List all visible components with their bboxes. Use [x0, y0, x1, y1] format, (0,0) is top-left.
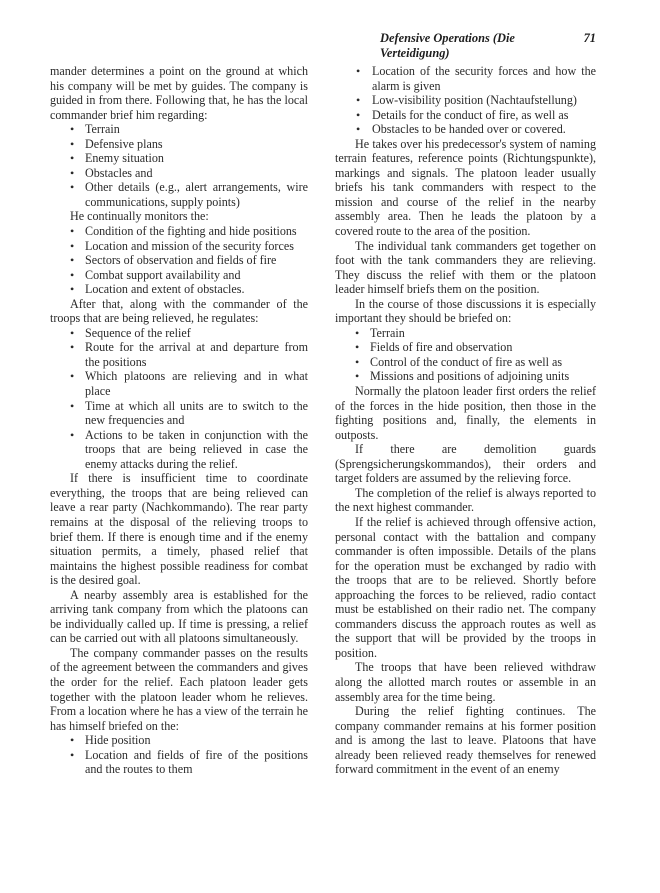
left-column	[50, 64, 308, 777]
paragraph: The completion of the relief is always reported to the next highest commander.	[335, 485, 596, 515]
list-item: • Time at which all units are to switch to the new frequencies and	[50, 399, 308, 428]
paragraph: The troops that have been relieved withdraw along the allotted march routes or assemble in an assembly area for the time being.	[335, 660, 596, 704]
page-number: 71	[583, 31, 596, 45]
list-item: • Location and mission of the security forces	[50, 239, 308, 254]
paragraph: After that, along with the commander of the troops that are being relieved, he regulates:	[50, 296, 308, 326]
bullet-list	[50, 122, 308, 209]
bullet-list	[50, 733, 308, 777]
list-item: • Other details (e.g., alert arrangements, wire communications, supply points)	[50, 180, 308, 209]
list-item: • Terrain	[335, 326, 596, 341]
list-item: • Location and fields of fire of the positions and the routes to them	[50, 748, 308, 777]
list-item: • Combat support availability and	[50, 268, 308, 283]
list-item: • Hide position	[50, 733, 308, 748]
list-item: • Location and extent of obstacles.	[50, 282, 308, 297]
right-column	[335, 64, 596, 777]
list-item: • Defensive plans	[50, 137, 308, 152]
paragraph: A nearby assembly area is established for the arriving tank company from which the platoons can be individually called up. If time is pressing, a relief can be carried out with all platoons simultaneously.	[50, 587, 308, 646]
running-title: Defensive Operations (Die Verteidigung)	[380, 31, 515, 60]
paragraph: If there is insufficient time to coordinate everything, the troops that are being relieved can leave a rear party (Nachkommando). The rear party remains at the disposal of the relieving troops to brief them. If there is enough time and if the enemy situation permits, a timely, phased relief that maintains the highest possible readiness for combat is the desired goal.	[50, 471, 308, 588]
paragraph: The company commander passes on the results of the agreement between the commanders and gives the order for the relief. Each platoon leader gets together with the platoon leader whom he relieves. From a location where he has a view of the terrain he has himself briefed on the:	[50, 645, 308, 733]
paragraph: The individual tank commanders get together on foot with the tank commanders they are relieving. They discuss the relief with them or the platoon leader himself briefs them on the position.	[335, 238, 596, 297]
paragraph: During the relief fighting continues. The company commander remains at his former position and is among the last to leave. Platoons that have already been relieved ready themselves for renewed forward commitment in the event of an enemy	[335, 704, 596, 777]
paragraph: He takes over his predecessor's system of naming terrain features, reference points (Richtungspunkte), markings and signals. The platoon leader usually briefs his tank commanders with respect to the mission and course of the relief in the nearby assembly area. Then he leads the platoon by a covered route to the area of the position.	[335, 136, 596, 239]
bullet-list	[50, 326, 308, 471]
bullet-list	[335, 64, 596, 137]
running-header	[380, 31, 596, 61]
list-item: • Route for the arrival at and departure from the positions	[50, 340, 308, 369]
list-item: • Details for the conduct of fire, as well as	[335, 108, 596, 123]
list-item: • Obstacles and	[50, 166, 308, 181]
paragraph: mander determines a point on the ground at which his company will be met by guides. The company is guided in from there. Following that, he has the local commander brief him regarding:	[50, 64, 308, 122]
list-item: • Low-visibility position (Nachtaufstellung)	[335, 93, 596, 108]
bullet-list	[50, 224, 308, 297]
list-item: • Which platoons are relieving and in what place	[50, 369, 308, 398]
list-item: • Missions and positions of adjoining units	[335, 369, 596, 384]
list-item: • Fields of fire and observation	[335, 340, 596, 355]
paragraph: If there are demolition guards (Sprengsicherungskommandos), their orders and target folders are assumed by the relieving force.	[335, 442, 596, 486]
list-item: • Sequence of the relief	[50, 326, 308, 341]
bullet-list	[335, 326, 596, 384]
list-item: • Condition of the fighting and hide positions	[50, 224, 308, 239]
list-item: • Obstacles to be handed over or covered.	[335, 122, 596, 137]
list-item: • Sectors of observation and fields of fire	[50, 253, 308, 268]
list-item: • Terrain	[50, 122, 308, 137]
list-item: • Enemy situation	[50, 151, 308, 166]
paragraph: If the relief is achieved through offensive action, personal contact with the battalion and company commander is often impossible. Details of the plans for the operation must be exchanged by radio with the troops that are to be relieved. Shortly before approaching the forces to be relieved, radio contact must be established on their radio net. The company commanders discuss the approach routes as well as the support that will be provided by the troops in position.	[335, 514, 596, 660]
list-item: • Location of the security forces and how the alarm is given	[335, 64, 596, 93]
paragraph: In the course of those discussions it is especially important they should be briefed on:	[335, 296, 596, 326]
paragraph: He continually monitors the:	[70, 209, 209, 224]
paragraph: Normally the platoon leader first orders the relief of the forces in the hide position, then those in the fighting positions and, finally, the elements in outposts.	[335, 384, 596, 442]
list-item: • Control of the conduct of fire as well as	[335, 355, 596, 370]
list-item: • Actions to be taken in conjunction with the troops that are being relieved in case the enemy attacks during the relief.	[50, 428, 308, 472]
